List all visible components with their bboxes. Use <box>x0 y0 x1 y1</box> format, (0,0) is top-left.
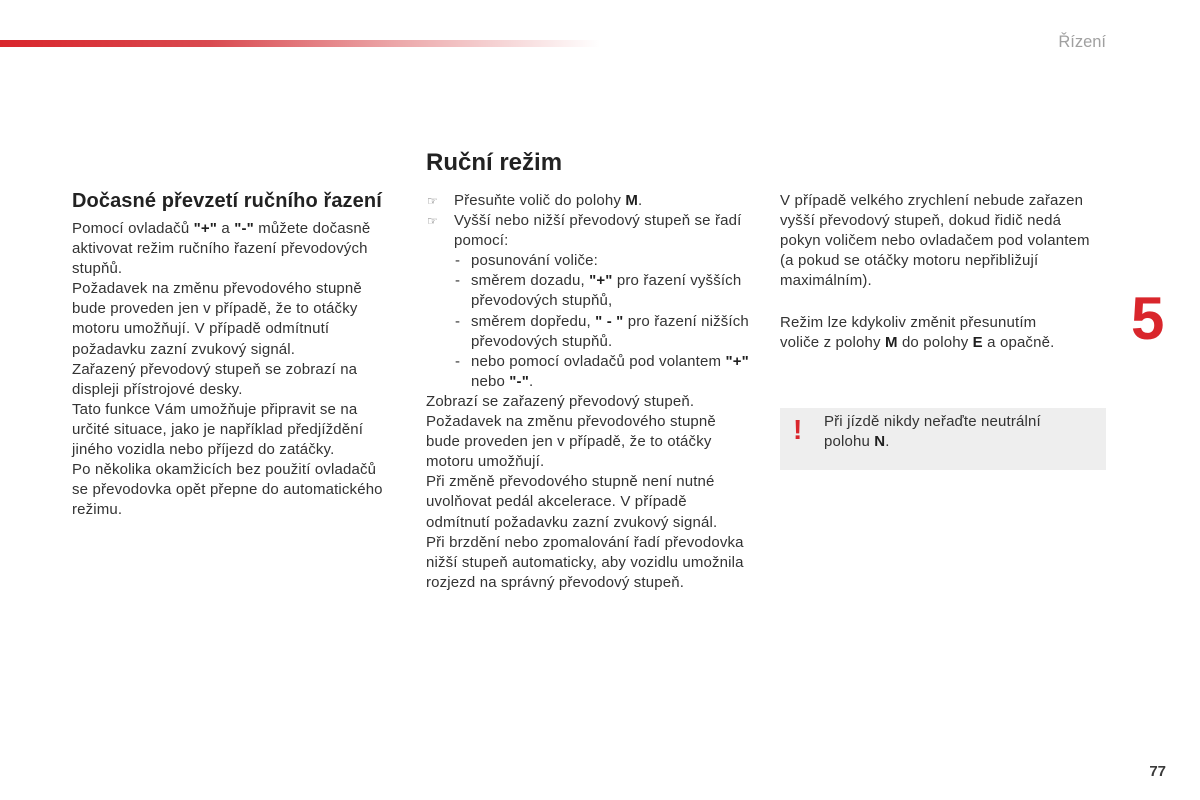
text-line <box>426 573 749 593</box>
sub-item <box>454 251 749 271</box>
text-run: převodových stupňů. <box>471 332 613 350</box>
text-run: stupňů. <box>72 260 123 278</box>
bold-text: "+" <box>725 352 749 370</box>
text-run: posunování voliče: <box>471 252 598 270</box>
text-run: vyšší převodový stupeň, dokud řidič nedá <box>780 212 1062 230</box>
paragraph <box>72 279 383 359</box>
text-run: . <box>885 433 890 451</box>
text-run: aktivovat režim ručního řazení převodových <box>72 240 368 258</box>
text-line <box>426 432 749 452</box>
text-run: uvolňovat pedál akcelerace. V případě <box>426 493 687 511</box>
paragraph <box>426 412 749 472</box>
section-title: Řízení <box>1058 33 1106 51</box>
page-number: 77 <box>1149 763 1166 780</box>
text-run: Po několika okamžicích bez použití ovladačů <box>72 461 377 479</box>
text-run: nižší stupeň automaticky, aby vozidlu umožnila <box>426 553 744 571</box>
text-run: určité situace, jako je například předjíždění <box>72 420 364 438</box>
text-run: Vyšší nebo nižší převodový stupeň se řadí <box>454 212 742 230</box>
text-run: Zařazený převodový stupeň se zobrazí na <box>72 360 358 378</box>
text-line <box>471 332 749 352</box>
paragraph <box>426 472 749 532</box>
text-line <box>426 492 749 512</box>
text-line <box>780 313 1090 333</box>
paragraph <box>72 460 383 520</box>
text-line <box>454 231 749 251</box>
text-line <box>824 412 1041 432</box>
text-line <box>426 472 749 492</box>
text-run: převodových stupňů, <box>471 292 613 310</box>
paragraph <box>426 533 749 593</box>
pointing-hand-icon <box>427 191 438 211</box>
paragraph <box>780 313 1090 353</box>
text-line <box>780 251 1090 271</box>
sub-item <box>454 271 749 311</box>
text-run: Pomocí ovladačů <box>72 220 194 237</box>
text-line <box>72 319 383 339</box>
text-run: a opačně. <box>982 334 1055 352</box>
text-run: (a pokud se otáčky motoru nepřibližují <box>780 252 1039 270</box>
text-run: pro řazení nižších <box>623 312 749 330</box>
text-line <box>471 271 749 291</box>
text-run: rozjezd na správný převodový stupeň. <box>426 573 685 591</box>
text-line <box>471 312 749 332</box>
text-run: požadavku zazní zvukový signál. <box>72 340 296 358</box>
middle-column-heading: Ruční režim <box>426 149 563 176</box>
text-run: můžete dočasně <box>253 220 371 237</box>
text-run: . <box>638 192 643 209</box>
text-line <box>72 500 383 520</box>
left-column-heading: Dočasné převzetí ručního řazení <box>72 190 382 212</box>
bold-text: "-" <box>509 372 529 390</box>
sub-item <box>454 352 749 392</box>
sub-item <box>454 312 749 352</box>
text-run: displeji přístrojové desky. <box>72 380 243 398</box>
text-line <box>780 271 1090 291</box>
text-line <box>780 191 1090 211</box>
note-text <box>824 412 1041 452</box>
bold-text: " - " <box>595 312 624 330</box>
paragraph <box>72 219 383 279</box>
text-line <box>471 291 749 311</box>
text-line <box>426 452 749 472</box>
bullet-item <box>426 211 749 392</box>
text-run: bude proveden jen v případě, že to otáčky <box>72 300 358 318</box>
text-line <box>72 480 383 500</box>
bullet-text <box>454 191 749 211</box>
dash-marker: - <box>455 272 460 290</box>
left-column-body <box>72 219 383 520</box>
text-line <box>72 420 383 440</box>
text-run: směrem dopředu, <box>471 312 596 330</box>
bullet-text <box>454 211 749 392</box>
text-run: se převodovka opět přepne do automatického <box>72 481 383 499</box>
text-run: do polohy <box>897 334 973 352</box>
text-line <box>454 211 749 231</box>
paragraph <box>72 360 383 400</box>
text-line <box>780 211 1090 231</box>
text-run: Režim lze kdykoliv změnit přesunutím <box>780 313 1037 331</box>
warning-note-box <box>780 408 1106 470</box>
text-run: bude proveden jen v případě, že to otáčky <box>426 433 712 451</box>
bold-text: "+" <box>589 272 613 290</box>
text-line <box>72 279 383 299</box>
text-run: motoru umožňují. <box>426 453 545 471</box>
text-run: nebo <box>471 372 510 390</box>
text-line <box>426 392 749 412</box>
middle-column-body <box>426 191 749 593</box>
text-run: V případě velkého zrychlení nebude zařazen <box>780 192 1084 209</box>
text-run: Přesuňte volič do polohy <box>454 192 626 209</box>
text-run: odmítnutí požadavku zazní zvukový signál. <box>426 513 718 531</box>
text-run: pokyn voličem nebo ovladačem pod volantem <box>780 232 1090 250</box>
text-run: Požadavek na změnu převodového stupně <box>72 280 362 298</box>
bold-text: "+" <box>193 220 218 237</box>
text-line <box>426 513 749 533</box>
paragraph <box>780 191 1090 291</box>
bold-text: N <box>874 433 886 451</box>
text-line <box>72 299 383 319</box>
text-run: maximálním). <box>780 272 872 290</box>
text-run: pomocí: <box>454 232 509 250</box>
bold-text: E <box>972 334 983 352</box>
text-run: směrem dozadu, <box>471 272 590 290</box>
text-run: režimu. <box>72 501 123 519</box>
text-run: Při jízdě nikdy neřaďte neutrální <box>824 413 1041 430</box>
text-run: motoru umožňují. V případě odmítnutí <box>72 320 330 338</box>
bold-text: M <box>625 192 639 209</box>
text-line <box>72 239 383 259</box>
text-line <box>72 400 383 420</box>
text-line <box>824 432 1041 452</box>
text-run: Při změně převodového stupně není nutné <box>426 473 715 491</box>
bold-text: "-" <box>234 220 254 237</box>
paragraph <box>72 400 383 460</box>
text-line <box>780 231 1090 251</box>
middle-paragraphs <box>426 392 749 593</box>
text-run: nebo pomocí ovladačů pod volantem <box>471 352 726 370</box>
text-line <box>471 352 749 372</box>
text-run: . <box>528 372 534 390</box>
text-run: jiného vozidla nebo příjezd do zatáčky. <box>72 441 335 459</box>
text-line <box>72 219 383 239</box>
text-line <box>471 372 749 392</box>
chapter-number: 5 <box>1131 285 1165 352</box>
text-line <box>426 553 749 573</box>
text-line <box>72 460 383 480</box>
text-run: Požadavek na změnu převodového stupně <box>426 413 716 431</box>
paragraph <box>426 392 749 412</box>
dash-marker: - <box>455 252 460 270</box>
text-line <box>471 251 749 271</box>
text-line <box>426 412 749 432</box>
text-run: Tato funkce Vám umožňuje připravit se na <box>72 400 358 418</box>
bold-text: M <box>884 334 898 352</box>
bullet-item <box>426 191 749 211</box>
pointing-hand-icon <box>427 211 438 231</box>
text-line <box>426 533 749 553</box>
text-run: pro řazení vyšších <box>612 272 742 290</box>
text-line <box>72 360 383 380</box>
dash-marker: - <box>455 312 460 330</box>
text-run: Při brzdění nebo zpomalování řadí převodovka <box>426 533 744 551</box>
text-line <box>72 259 383 279</box>
right-column-body <box>780 191 1090 353</box>
text-run: polohu <box>824 433 875 451</box>
text-line <box>72 340 383 360</box>
text-line <box>454 191 749 211</box>
text-run: Zobrazí se zařazený převodový stupeň. <box>426 392 695 410</box>
text-line <box>72 440 383 460</box>
text-run: voliče z polohy <box>780 334 885 352</box>
dash-marker: - <box>455 352 460 370</box>
text-line <box>780 333 1090 353</box>
exclamation-icon <box>793 415 802 445</box>
text-run: a <box>217 220 235 237</box>
chapter-color-bar <box>0 40 600 47</box>
text-line <box>72 380 383 400</box>
